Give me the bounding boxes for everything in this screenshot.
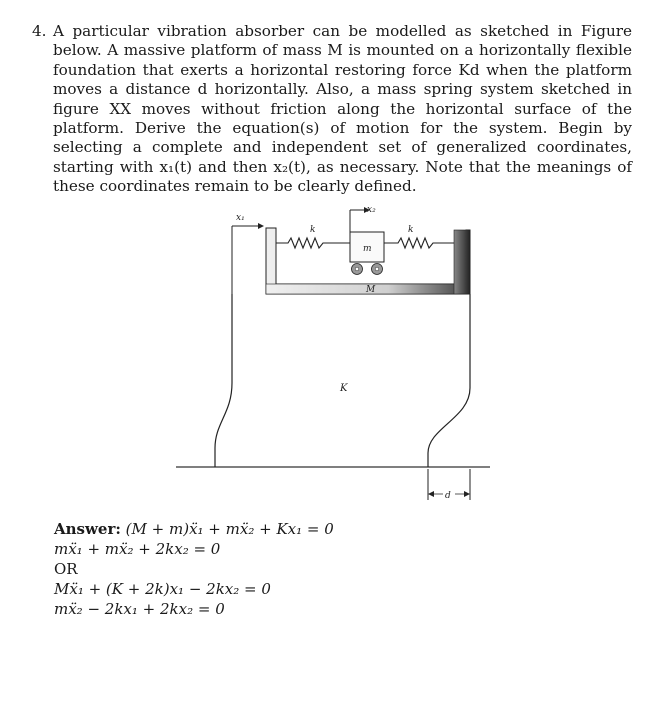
label-m: m: [363, 244, 372, 254]
answer-label: Answer:: [54, 520, 121, 538]
label-x2: x₂: [367, 205, 376, 215]
answer-or: OR: [54, 560, 78, 578]
label-K: K: [340, 383, 348, 394]
d-arrowhead-left: [428, 491, 434, 497]
platform-right-wall: [454, 230, 470, 294]
answer-line-2: [54, 539, 334, 559]
x1-arrowhead: [258, 223, 264, 229]
vibration-absorber-figure: [170, 198, 490, 518]
answer-line-1: [54, 519, 334, 539]
label-k-right: k: [408, 225, 414, 235]
problem-statement: [32, 22, 632, 197]
label-k-left: k: [310, 225, 316, 235]
answer-block: [54, 519, 334, 619]
spring-left: [276, 238, 350, 248]
foundation-right-side: [428, 294, 470, 467]
spring-right: [384, 238, 454, 248]
wheel-left-hub: [355, 267, 359, 271]
equation-1: (M + m)ẍ₁ + mẍ₂ + Kx₁ = 0: [125, 520, 334, 538]
equation-2: mẍ₁ + mẍ₂ + 2kx₂ = 0: [54, 540, 221, 558]
d-arrowhead-right: [464, 491, 470, 497]
problem-number: 4.: [32, 22, 47, 40]
label-x1: x₁: [236, 213, 245, 223]
label-d: d: [445, 491, 451, 501]
answer-line-4: [54, 599, 334, 619]
foundation-left-side: [215, 294, 232, 467]
label-M: M: [366, 285, 376, 295]
answer-line-3: [54, 579, 334, 599]
problem-text: A particular vibration absorber can be modelled as sketched in Figure below. A massive platform of mass M is mounted on a horizontally flexible foundation that exerts a horizontal restoring force Kd when the platform moves a distance d horizontally. Also, a mass spring system sketched in figure XX moves without friction along the horizontal surface of the platform. Derive the equation(s) of motion for the system. Begin by selecting a complete and independent set of generalized coordinates, starting with x₁(t) and then x₂(t), as necessary. Note that the meanings of these coordinates remain to be clearly defined.: [53, 22, 632, 196]
equation-3: Mẍ₁ + (K + 2k)x₁ − 2kx₂ = 0: [54, 580, 271, 598]
equation-4: mẍ₂ − 2kx₁ + 2kx₂ = 0: [54, 600, 225, 618]
wheel-right-hub: [375, 267, 379, 271]
